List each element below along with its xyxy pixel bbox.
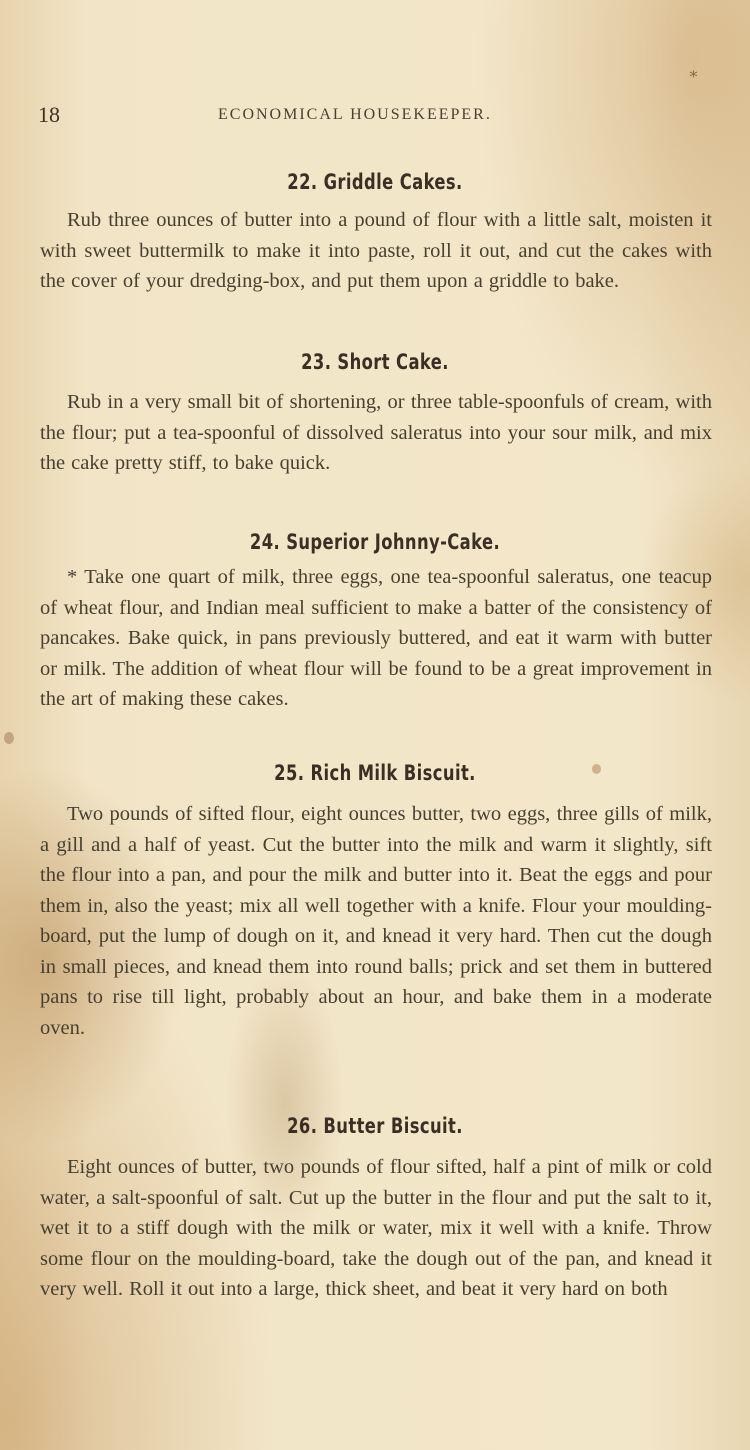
stain-mark xyxy=(4,732,14,744)
corner-mark: ∗ xyxy=(688,66,699,83)
recipe-body xyxy=(40,205,712,297)
recipe-body xyxy=(40,799,712,1043)
recipe-title: 22. Griddle Cakes. xyxy=(287,170,463,194)
recipe-title: 25. Rich Milk Biscuit. xyxy=(274,761,476,785)
recipe-text: Eight ounces of butter, two pounds of flour sifted, half a pint of milk or cold water, a salt-spoonful of salt. Cut up the butter in the flour and put the salt to it, wet it to a stiff dough with the milk or water, mix it well with a knife. Throw some flour on the moulding-board, take the dough out of the pan, and knead it very well. Roll it out into a large, thick sheet, and beat it very hard on both xyxy=(40,1156,712,1300)
recipe-text: Rub in a very small bit of shortening, or three table-spoonfuls of cream, with the flour; put a tea-spoonful of dissolved saleratus into your sour milk, and mix the cake pretty stiff, to bake quick. xyxy=(40,391,712,474)
recipe-body xyxy=(40,1152,712,1305)
recipe-text: Rub three ounces of butter into a pound of flour with a little salt, moisten it with sweet buttermilk to make it into paste, roll it out, and cut the cakes with the cover of your dredging-box, and put them upon a griddle to bake. xyxy=(40,209,712,292)
recipe-text: Two pounds of sifted flour, eight ounces butter, two eggs, three gills of milk, a gill and a half of yeast. Cut the butter into the milk and warm it slightly, sift the flour into a pan, and pour the milk and butter into it. Beat the eggs and pour them in, also the yeast; mix all well together with a knife. Flour your moulding-board, put the lump of dough on it, and knead it very hard. Then cut the dough in small pieces, and knead them into round balls; prick and set them in buttered pans to rise till light, probably about an hour, and bake them in a moderate oven. xyxy=(40,803,712,1039)
recipe-title: 26. Butter Biscuit. xyxy=(287,1114,463,1138)
recipe-title: 24. Superior Johnny-Cake. xyxy=(249,530,501,554)
page-number: 18 xyxy=(38,102,60,127)
page-header xyxy=(38,102,718,132)
recipe-body xyxy=(40,562,712,715)
recipe-text: * Take one quart of milk, three eggs, one tea-spoonful saleratus, one teacup of wheat flour, and Indian meal sufficient to make a batter of the consistency of pancakes. Bake quick, in pans previously buttered, and eat it warm with butter or milk. The addition of wheat flour will be found to be a great improvement in the art of making these cakes. xyxy=(40,566,712,710)
recipe-body xyxy=(40,387,712,479)
recipe-title: 23. Short Cake. xyxy=(301,350,449,374)
running-head: ECONOMICAL HOUSEKEEPER. xyxy=(218,106,492,123)
